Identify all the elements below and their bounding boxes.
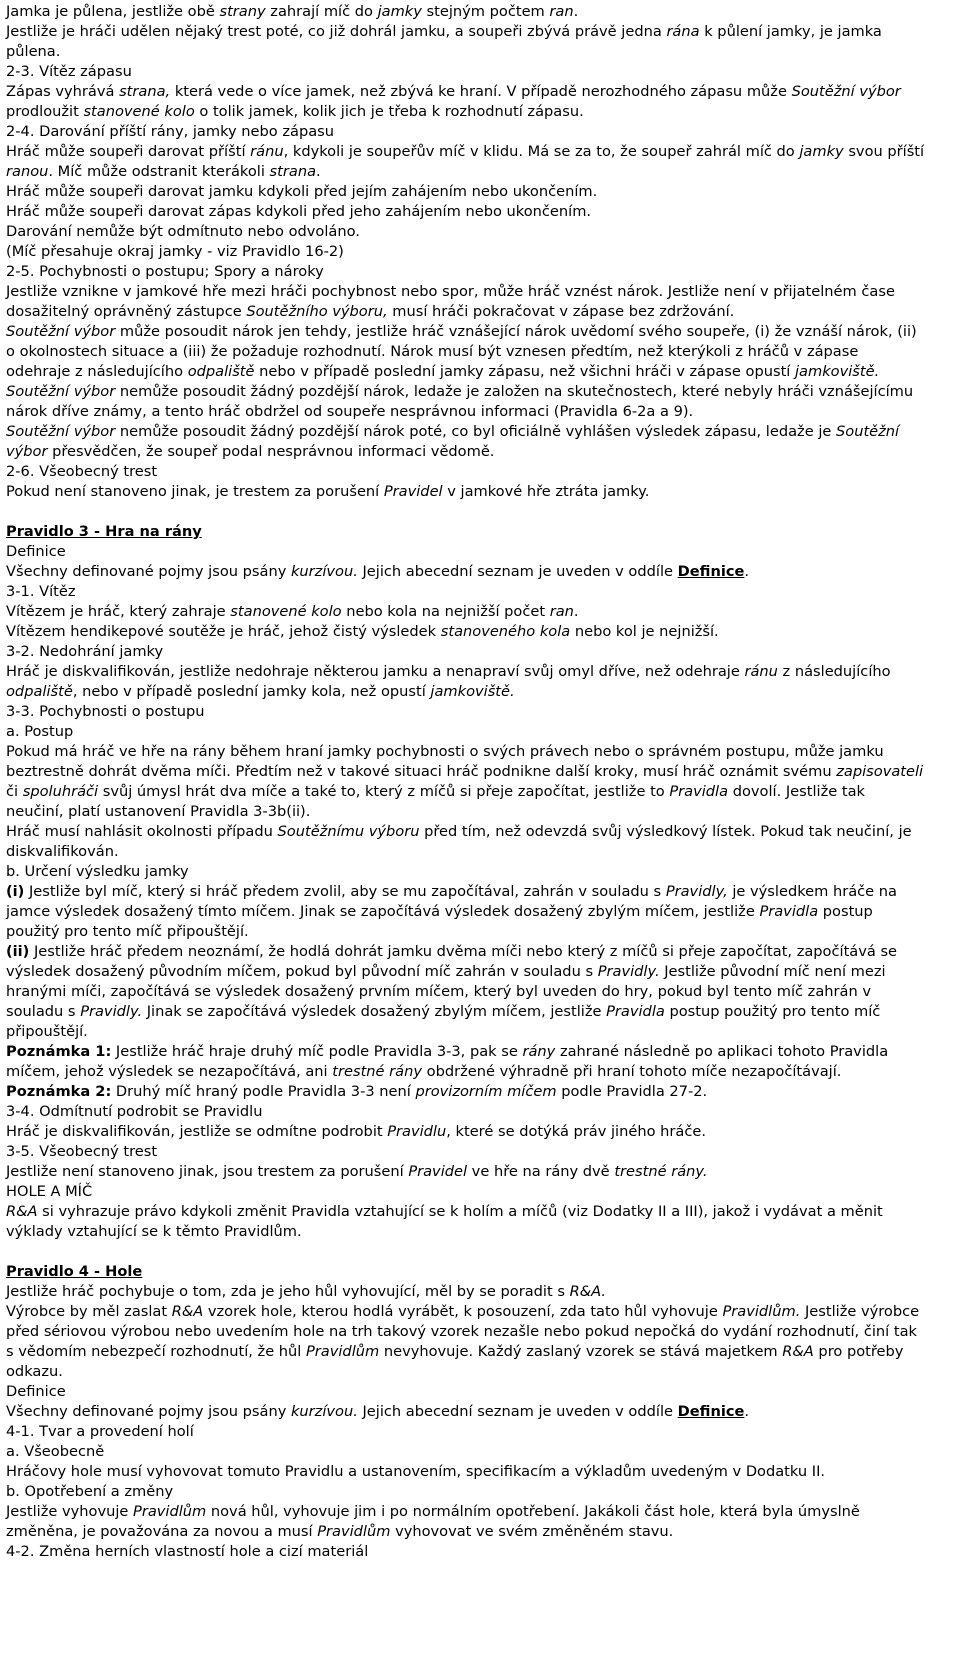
paragraph — [6, 202, 926, 222]
paragraph — [6, 262, 926, 282]
text-run: nebo v případě poslední jamky zápasu, než všichni hráči v zápase opustí — [254, 363, 795, 380]
text-run: Poznámka 2: — [6, 1083, 112, 1100]
text-run: Pravidlu — [387, 1123, 447, 1140]
text-run: ránu — [744, 663, 778, 680]
text-run: R&A. — [569, 1283, 606, 1300]
text-run: Pravidlo 4 - Hole — [6, 1263, 143, 1280]
paragraph — [6, 562, 926, 582]
paragraph — [6, 1182, 926, 1202]
paragraph — [6, 702, 926, 722]
text-run: Hráčovy hole musí vyhovovat tomuto Pravidlu a ustanovením, specifikacím a výkladům uvedeným v Dodatku II. — [6, 1463, 826, 1480]
text-run: nová hůl, vyhovuje jim i po normálním opotřebení. Jakákoli část hole, která byla úmyslně změněna, je považována za novou a musí — [6, 1503, 865, 1540]
text-run: Pravidel — [408, 1163, 468, 1180]
text-run: Jestliže byl míč, který si hráč předem zvolil, aby se mu započítával, zahrán v souladu s — [24, 883, 666, 900]
paragraph — [6, 482, 926, 502]
text-run: Soutěžního výboru, — [246, 303, 388, 320]
text-run: Jestliže hráč pochybuje o tom, zda je jeho hůl vyhovující, měl by se poradit s — [6, 1283, 570, 1300]
text-run: Hráč musí nahlásit okolnosti případu — [6, 823, 278, 840]
text-run: . — [744, 563, 750, 580]
text-run: Soutěžní výbor — [791, 83, 901, 100]
text-run: . — [573, 3, 579, 20]
text-run: a. Postup — [6, 723, 74, 740]
text-run: ránu — [250, 143, 284, 160]
text-run: obdržené výhradně při hraní tohoto míče nezapočítávají. — [422, 1063, 842, 1080]
text-run: postup použitý pro tento míč připouštějí. — [6, 903, 878, 940]
text-run: Jestliže vyhovuje — [6, 1503, 134, 1520]
paragraph — [6, 322, 926, 382]
text-run: Jestliže původní míč není mezi hranými míči, započítává se výsledek dosažený prvním míčem, který byl uveden do hry, pokud byl tento míč zahrán v souladu s — [6, 963, 891, 1020]
text-run: Pravidla — [669, 783, 729, 800]
text-run: Jinak se započítává výsledek dosažený zbylým míčem, jestliže — [142, 1003, 607, 1020]
text-run: svůj úmysl hrát dva míče a také to, který z míčů si přeje započítat, jestliže to — [98, 783, 670, 800]
text-run: R&A — [171, 1303, 204, 1320]
text-run: Soutěžnímu výboru — [277, 823, 420, 840]
paragraph — [6, 282, 926, 322]
text-run: (ii) — [6, 943, 30, 960]
paragraph — [6, 462, 926, 482]
text-run: Všechny definované pojmy jsou psány — [6, 1403, 291, 1420]
text-run: Definice — [6, 543, 66, 560]
paragraph — [6, 662, 926, 702]
text-run: strany — [219, 3, 266, 20]
text-run: Jestliže hráč hraje druhý míč podle Pravidla 3-3, pak se — [111, 1043, 523, 1060]
text-run: Pravidel — [383, 483, 443, 500]
text-run: svou příští — [843, 143, 929, 160]
text-run: Vítězem hendikepové soutěže je hráč, jehož čistý výsledek — [6, 623, 441, 640]
text-run: Darování nemůže být odmítnuto nebo odvoláno. — [6, 223, 360, 240]
section-spacer — [6, 502, 926, 522]
text-run: Pravidlům — [317, 1523, 391, 1540]
paragraph — [6, 642, 926, 662]
paragraph — [6, 1302, 926, 1382]
text-run: , nebo v případě poslední jamky kola, než opustí — [72, 683, 431, 700]
text-run: . — [316, 163, 321, 180]
paragraph — [6, 22, 926, 62]
text-run: podle Pravidla 27-2. — [556, 1083, 708, 1100]
text-run: strana, — [119, 83, 171, 100]
text-run: Soutěžní výbor — [6, 423, 116, 440]
text-run: zahrané následně po aplikaci tohoto Pravidla míčem, jehož výsledek se nezapočítává, ani — [6, 1043, 893, 1080]
text-run: . — [573, 603, 579, 620]
text-run: Pravidly. — [80, 1003, 143, 1020]
text-run: a. Všeobecně — [6, 1443, 105, 1460]
paragraph — [6, 1102, 926, 1122]
paragraph — [6, 1202, 926, 1242]
definice-link[interactable]: Definice — [677, 563, 745, 580]
text-run: o tolik jamek, kolik jich je třeba k rozhodnutí zápasu. — [194, 103, 584, 120]
paragraph — [6, 222, 926, 242]
text-run: musí hráči pokračovat v zápase bez zdržování. — [387, 303, 735, 320]
text-run: odpaliště — [6, 683, 73, 700]
section-heading — [6, 522, 926, 542]
text-run: 4-2. Změna herních vlastností hole a cizí materiál — [6, 1543, 369, 1560]
text-run: (i) — [6, 883, 25, 900]
paragraph — [6, 1442, 926, 1462]
paragraph — [6, 142, 929, 182]
text-run: strana — [269, 163, 317, 180]
text-run: Jestliže je hráči udělen nějaký trest poté, co již dohrál jamku, a soupeři zbývá právě jedna — [6, 23, 667, 40]
text-run: Všechny definované pojmy jsou psány — [6, 563, 291, 580]
text-run: spoluhráči — [22, 783, 99, 800]
text-run: Jamka je půlena, jestliže obě — [6, 3, 220, 20]
text-run: 2-4. Darování příští rány, jamky nebo zápasu — [6, 123, 335, 140]
text-run: 4-1. Tvar a provedení holí — [6, 1423, 194, 1440]
text-run: provizorním míčem — [415, 1083, 557, 1100]
text-run: b. Určení výsledku jamky — [6, 863, 189, 880]
text-run: Zápas vyhrává — [6, 83, 120, 100]
text-run: Poznámka 1: — [6, 1043, 112, 1060]
text-run: Hráč je diskvalifikován, jestliže nedohraje některou jamku a nenapraví svůj omyl dříve, než odehraje — [6, 663, 745, 680]
text-run: stanovené kolo — [230, 603, 342, 620]
text-run: 3-3. Pochybnosti o postupu — [6, 703, 205, 720]
text-run: Pokud má hráč ve hře na rány během hraní jamky pochybnosti o svých právech nebo o správném postupu, může jamku beztrestně dohrát dvěma míči. Předtím než v takové situaci hráč podnikne další kroky, musí hráč oznámit svému — [6, 743, 889, 780]
text-run: 3-5. Všeobecný trest — [6, 1143, 158, 1160]
text-run: jamkoviště. — [795, 363, 880, 380]
text-run: Hráč může soupeři darovat jamku kdykoli před jejím zahájením nebo ukončením. — [6, 183, 598, 200]
text-run: nemůže posoudit žádný pozdější nárok poté, co byl oficiálně vyhlášen výsledek zápasu, ledaže je — [115, 423, 836, 440]
text-run: či — [6, 763, 928, 800]
paragraph — [6, 742, 926, 822]
paragraph — [6, 1122, 926, 1142]
definice-link[interactable]: Definice — [677, 1403, 745, 1420]
text-run: HOLE A MÍČ — [6, 1183, 93, 1200]
text-run: Jestliže není stanoveno jinak, jsou trestem za porušení — [6, 1163, 409, 1180]
text-run: Pravidla — [759, 903, 819, 920]
text-run: prodloužit — [6, 83, 906, 120]
text-run: 2-6. Všeobecný trest — [6, 463, 158, 480]
text-run: jamkoviště. — [430, 683, 515, 700]
text-run: Soutěžní výbor — [6, 423, 904, 460]
text-run: Pravidlům — [306, 1343, 380, 1360]
paragraph — [6, 942, 926, 1042]
text-run: (Míč přesahuje okraj jamky - viz Pravidlo 16-2) — [6, 243, 344, 260]
text-run: Pravidlo 3 - Hra na rány — [6, 523, 202, 540]
text-run: rány — [522, 1043, 556, 1060]
text-run: jamky — [377, 3, 422, 20]
text-run: je výsledkem hráče na jamce výsledek dosažený tímto míčem. Jinak se započítává výsledek dosažený zbylým míčem, jestliže — [6, 883, 902, 920]
text-run: pro potřeby odkazu. — [6, 1343, 909, 1380]
paragraph — [6, 1542, 926, 1562]
text-run: ran — [549, 603, 574, 620]
paragraph — [6, 382, 926, 422]
paragraph — [6, 1462, 926, 1482]
text-run: , kdykoli je soupeřův míč v klidu. Má se za to, že soupeř zahrál míč do — [283, 143, 800, 160]
text-run: 3-1. Vítěz — [6, 583, 76, 600]
text-run: Soutěžní výbor — [6, 323, 116, 340]
text-run: . Míč může odstranit kterákoli — [48, 163, 270, 180]
text-run: Soutěžní výbor — [6, 383, 116, 400]
text-run: v jamkové hře ztráta jamky. — [442, 483, 650, 500]
text-run: odpaliště — [187, 363, 255, 380]
paragraph — [6, 882, 926, 942]
paragraph — [6, 82, 926, 122]
paragraph — [6, 862, 926, 882]
text-run: může posoudit nárok jen tehdy, jestliže hráč vznášející nárok uvědomí svého soupeře, (i) že vznáší nárok, (ii) o okolnostech situace a (iii) že požaduje rozhodnutí. Nárok musí být vznesen předtím, než kterýkoli z hráčů v zápase odehraje z následujícího — [6, 323, 922, 380]
text-run: zahrají míč do — [265, 3, 378, 20]
text-run: R&A — [782, 1343, 814, 1360]
text-run: Pravidly, — [665, 883, 728, 900]
text-run: vyhovovat ve svém změněném stavu. — [390, 1523, 674, 1540]
text-run: trestné rány. — [614, 1163, 708, 1180]
paragraph — [6, 622, 926, 642]
paragraph — [6, 602, 926, 622]
text-run: si vyhrazuje právo kdykoli změnit Pravidla vztahující se k holím a míčů (viz Dodatky II a III), jakož i vydávat a měnit výklady vztahující se k těmto Pravidlům. — [6, 1203, 888, 1240]
paragraph — [6, 2, 926, 22]
paragraph — [6, 1082, 926, 1102]
text-run: stanovené kolo — [83, 103, 195, 120]
text-run: Pravidly. — [597, 963, 660, 980]
text-run: Definice — [6, 1383, 66, 1400]
section-spacer — [6, 1242, 926, 1262]
paragraph — [6, 1402, 926, 1422]
paragraph — [6, 422, 926, 462]
text-run: 2-3. Vítěz zápasu — [6, 63, 132, 80]
text-run: Hráč může soupeři darovat příští — [6, 143, 251, 160]
text-run: postup použitý pro tento míč připouštějí. — [6, 1003, 885, 1040]
text-run: k půlení jamky, je jamka půlena. — [6, 23, 887, 60]
text-run: Pravidlům. — [722, 1303, 801, 1320]
paragraph — [6, 1282, 926, 1302]
paragraph — [6, 1042, 926, 1082]
text-run: která vede o více jamek, než zbývá ke hraní. V případě nerozhodného zápasu může — [170, 83, 792, 100]
text-run: z následujícího — [777, 663, 896, 680]
text-run: před tím, než odevzdá svůj výsledkový lístek. Pokud tak neučiní, je diskvalifikován. — [6, 823, 917, 860]
paragraph — [6, 1502, 926, 1542]
text-run: přesvědčen, že soupeř podal nesprávnou informaci vědomě. — [47, 443, 495, 460]
paragraph — [6, 1142, 926, 1162]
paragraph — [6, 62, 926, 82]
text-run: Vítězem je hráč, který zahraje — [6, 603, 231, 620]
text-run: Pravidlům — [133, 1503, 207, 1520]
text-run: stejným počtem — [421, 3, 550, 20]
paragraph — [6, 1382, 926, 1402]
text-run: R&A — [6, 1203, 38, 1220]
paragraph — [6, 722, 926, 742]
text-run: zapisovateli — [836, 763, 924, 780]
text-run: vzorek hole, kterou hodlá vyrábět, k posouzení, zda tato hůl vyhovuje — [203, 1303, 723, 1320]
text-run: nemůže posoudit žádný pozdější nárok, ledaže je založen na skutečnostech, které nebyly hráči vznášejícímu nárok dříve známy, a tento hráč obdržel od soupeře nesprávnou informaci (Pravidla 6-2a a 9). — [6, 383, 918, 420]
paragraph — [6, 542, 926, 562]
text-run: ran — [549, 3, 574, 20]
text-run: Hráč je diskvalifikován, jestliže se odmítne podrobit — [6, 1123, 388, 1140]
paragraph — [6, 242, 926, 262]
text-run: Jestliže výrobce před sériovou výrobou nebo uvedením hole na trh takový vzorek nezašle nebo pokud nepočká do vydání rozhodnutí, činí tak s vědomím nebezpečí rozhodnutí, že hůl — [6, 1303, 924, 1360]
paragraph — [6, 1162, 926, 1182]
text-run: rána — [666, 23, 700, 40]
text-run: nevyhovuje. Každý zaslaný vzorek se stává majetkem — [379, 1343, 783, 1360]
text-run: ve hře na rány dvě — [467, 1163, 615, 1180]
text-run: Hráč může soupeři darovat zápas kdykoli před jeho zahájením nebo ukončením. — [6, 203, 592, 220]
text-run: Výrobce by měl zaslat — [6, 1303, 172, 1320]
paragraph — [6, 182, 926, 202]
text-run: Pravidla — [606, 1003, 665, 1020]
text-run: Jejich abecední seznam je uveden v oddíle — [357, 1403, 678, 1420]
text-run: Pokud není stanoveno jinak, je trestem za porušení — [6, 483, 384, 500]
text-run: . — [744, 1403, 750, 1420]
paragraph — [6, 1482, 926, 1502]
text-run: b. Opotřebení a změny — [6, 1483, 174, 1500]
paragraph — [6, 1422, 926, 1442]
text-run: nebo kol je nejnižší. — [570, 623, 719, 640]
section-heading — [6, 1262, 926, 1282]
text-run: stanoveného kola — [440, 623, 571, 640]
paragraph — [6, 822, 926, 862]
text-run: , které se dotýká práv jiného hráče. — [446, 1123, 706, 1140]
text-run: kurzívou. — [290, 563, 358, 580]
text-run: 3-4. Odmítnutí podrobit se Pravidlu — [6, 1103, 263, 1120]
text-run: Druhý míč hraný podle Pravidla 3-3 není — [111, 1083, 416, 1100]
text-run: Jestliže hráč předem neoznámí, že hodlá dohrát jamku dvěma míči nebo který z míčů si přeje započítat, započítává se výsledek dosažený původním míčem, pokud byl původní míč zahrán v souladu s — [6, 943, 902, 980]
text-run: jamky — [799, 143, 844, 160]
text-run: nebo kola na nejnižší počet — [341, 603, 550, 620]
text-run: ranou — [6, 163, 49, 180]
text-run: 2-5. Pochybnosti o postupu; Spory a nároky — [6, 263, 324, 280]
text-run: trestné rány — [332, 1063, 422, 1080]
text-run: dovolí. Jestliže tak neučiní, platí ustanovení Pravidla 3-3b(ii). — [6, 783, 870, 820]
text-run: kurzívou. — [290, 1403, 358, 1420]
text-run: Jestliže vznikne v jamkové hře mezi hráči pochybnost nebo spor, může hráč vznést nárok. Jestliže není v přijatelném čase dosažitelný oprávněný zástupce — [6, 283, 900, 320]
text-run: 3-2. Nedohrání jamky — [6, 643, 164, 660]
text-run: Jejich abecední seznam je uveden v oddíle — [357, 563, 678, 580]
paragraph — [6, 582, 926, 602]
paragraph — [6, 122, 926, 142]
